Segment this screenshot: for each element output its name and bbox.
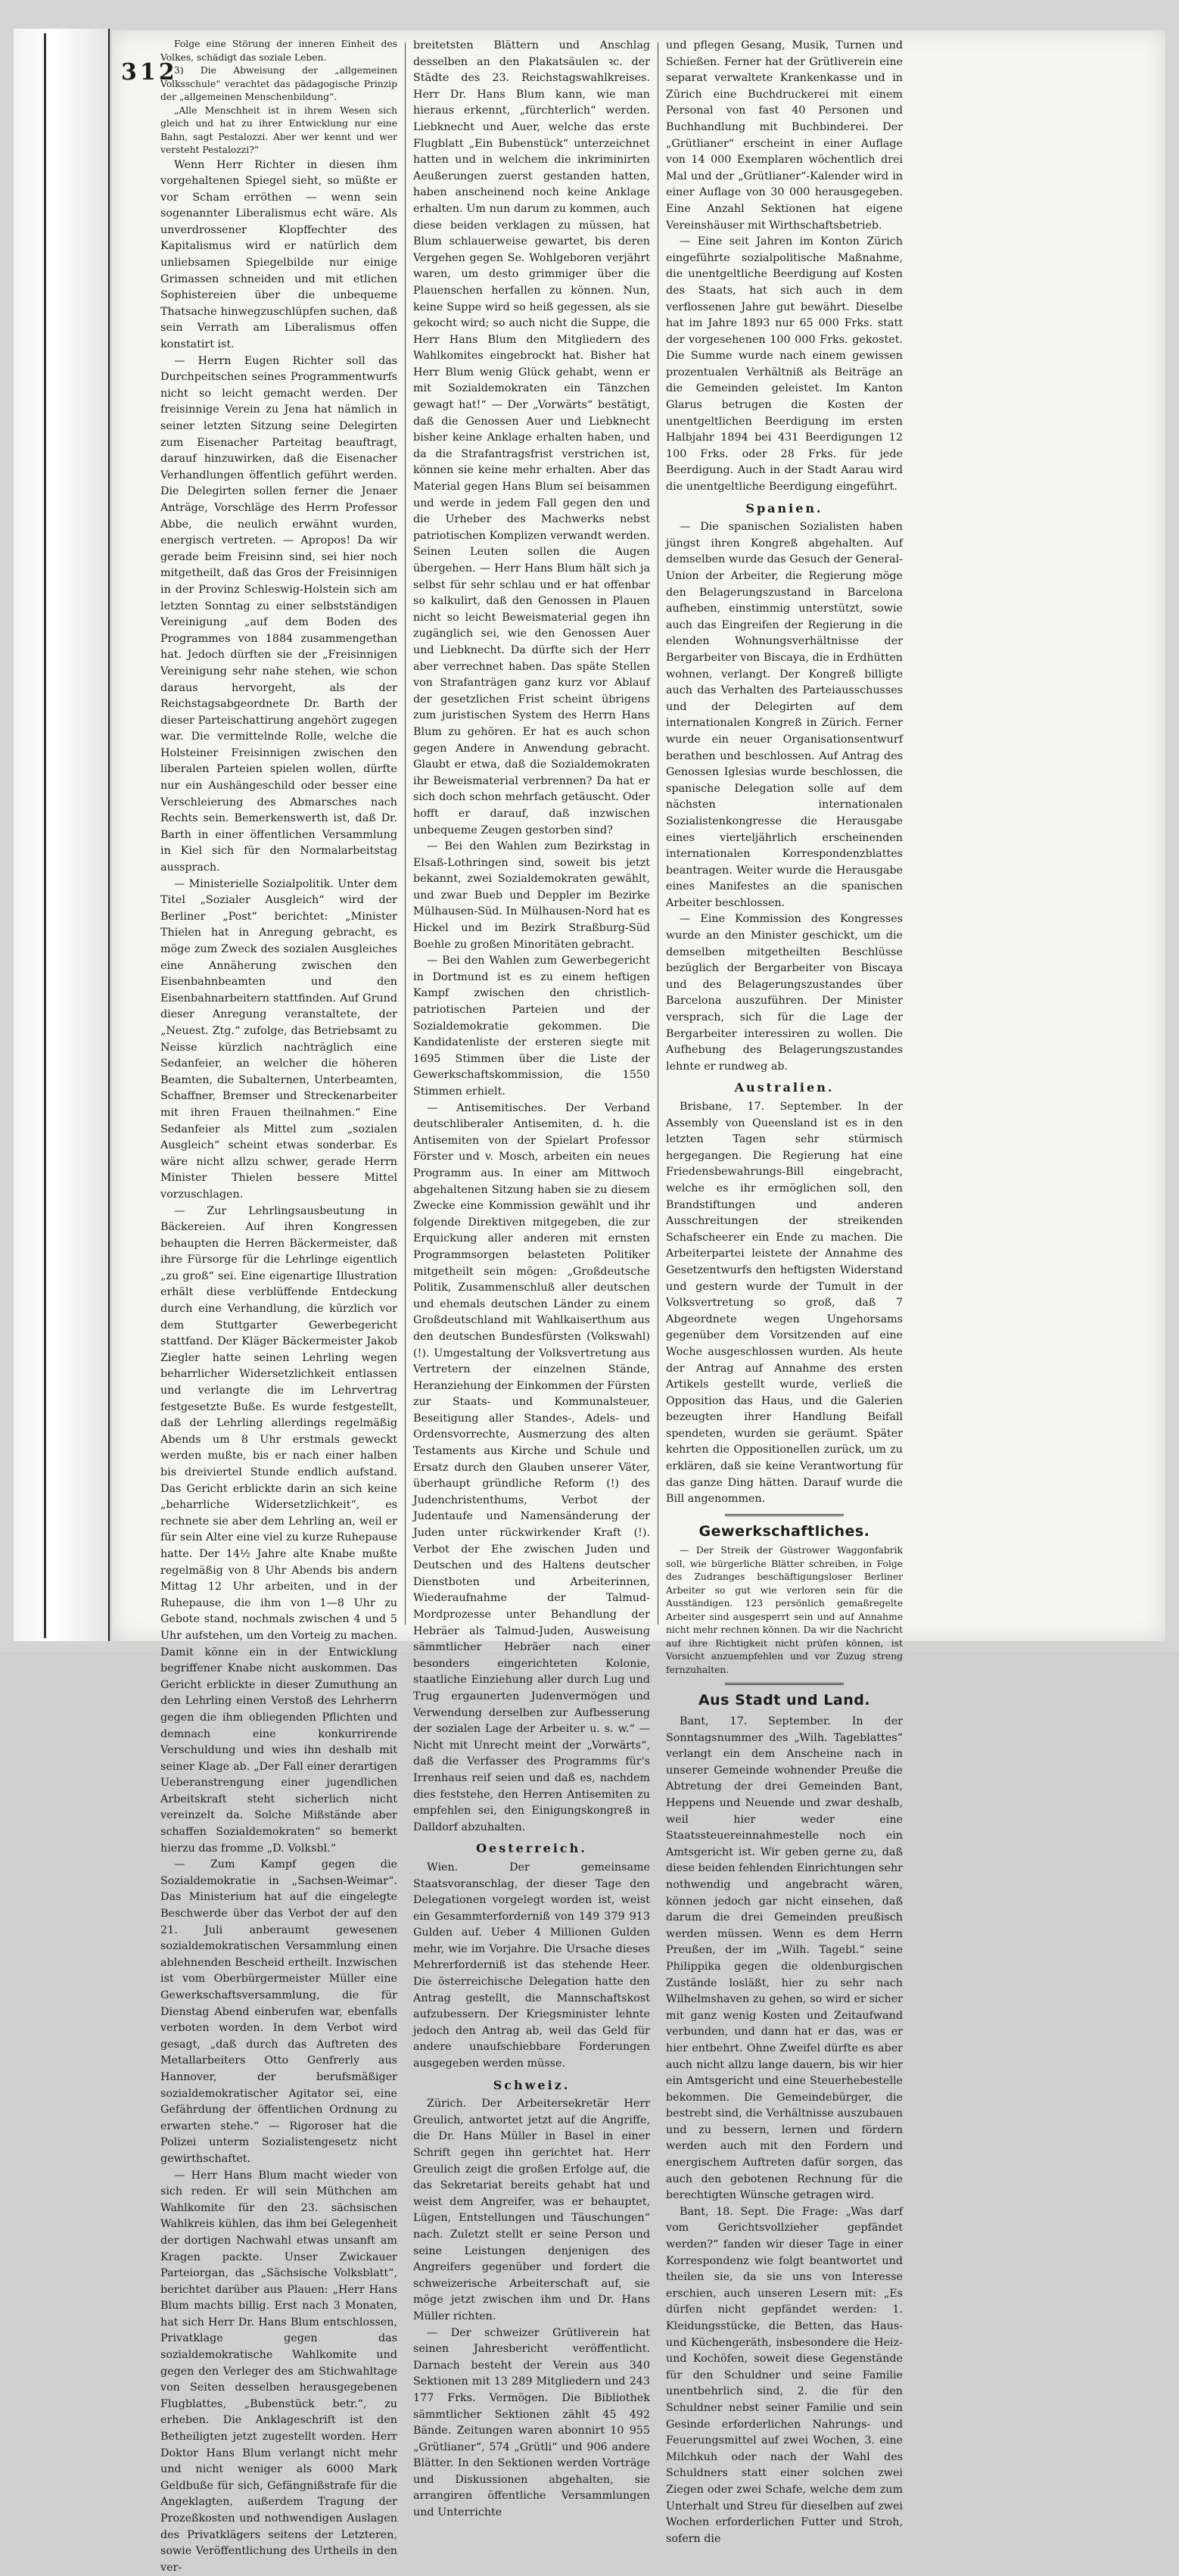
article-paragraph: Wien. Der gemeinsame Staatsvoranschlag, der dieser Tage den Delegationen vorgelegt worden ist, weist ein Gesammterforderniß von 149 379 913 Gulden auf. Ueber 4 Millionen Gulden mehr, wie im Vorjahre. Die Ursache dieses Mehrerforderniß ist das stehende Heer. Die österreichische Delegation hatte den Antrag gestellt, die Mannschaftskost aufzubessern. Der Kriegsminister lehnte jedoch den Antrag ab, weil das Geld für andere unaufschiebbare Forderungen ausgegeben werden müsse. [413, 1861, 650, 2070]
article-paragraph: und pflegen Gesang, Musik, Turnen und Schießen. Ferner hat der Grütliverein eine separat verwaltete Krankenkasse und in Zürich eine Buchdruckerei mit einem Personal von fast 40 Personen und Buchhandlung mit Buchbinderei. Der „Grütlianer“ erscheint in einer Auflage von 14 000 Exemplaren wöchentlich drei Mal und der „Grütlianer“-Kalender wird in einer Auflage von 30 000 herausgegeben. Eine Anzahl Sektionen hat eigene Vereinshäuser mit Wirthschaftsbetrieb. [666, 39, 903, 232]
article-paragraph: — Zum Kampf gegen die Sozialdemokratie in „Sachsen-Weimar“. Das Ministerium hat auf die eingelegte Beschwerde über das Verbot der auf den 21. Juli anberaumt gewesenen sozialdemokratischen Versammlung einen ablehnenden Bescheid ertheilt. Inzwischen ist vom Oberbürgermeister Müller eine Gewerkschaftsversammlung, die für Dienstag Abend einberufen war, ebenfalls verboten worden. In dem Verbot wird gesagt, „daß durch das Auftreten des Metallarbeiters Otto Genfrerly aus Hannover, der berufsmäßiger sozialdemokratischer Agitator sei, eine Gefährdung der öffentlichen Ordnung zu erwarten stehe.“ — Rigoroser hat die Polizei unterm Sozialistengesetz nicht gewirthschaftet. [160, 1858, 397, 2165]
section-heading: Oesterreich. [476, 1841, 587, 1856]
article-paragraph: „Alle Menschheit ist in ihrem Wesen sich gleich und hat zu ihrer Entwicklung nur eine Bahn, sagt Pestalozzi. Aber wer kennt und wer versteht Pestalozzi?“ [160, 104, 397, 155]
article-paragraph: — Eine seit Jahren im Konton Zürich eingeführte sozialpolitische Maßnahme, die unentgeltliche Beerdigung auf Kosten des Staats, hat sich auch in dem verflossenen Jahre gut bewährt. Dieselbe hat im Jahre 1893 nur 65 000 Frks. statt der vorgesehenen 100 000 Frks. gekostet. Die Summe wurde nach einem gewissen prozentualen Verhältniß als Beiträge an die Gemeinden geleistet. Im Kanton Glarus betrugen die Kosten der unentgeltlichen Beerdigung im ersten Halbjahr 1894 bei 431 Beerdigungen 12 100 Frks. oder 28 Frks. für jede Beerdigung. Auch in der Stadt Aarau wird die unentgeltliche Beerdigung eingeführt. [666, 235, 903, 494]
spine-edge [44, 33, 46, 1638]
column-1 [156, 38, 402, 2574]
article-paragraph: Brisbane, 17. September. In der Assembly von Queensland ist es in den letzten Tagen sehr stürmisch hergegangen. Die Regierung hat eine Friedensbewahrungs-Bill eingebracht, welche es ihr ermöglichen soll, den Brandstiftungen und anderen Ausschreitungen der streikenden Schafscheerer ein Ende zu machen. Die Arbeiterpartei leistete der Annahme des Gesetzentwurfs den heftigsten Widerstand und gestern wurde der Tumult in der Volksvertretung so groß, daß 7 Abgeordnete wegen Ungehorsams gegenüber dem Vorsitzenden auf eine Woche ausgeschlossen wurden. Als heute der Antrag auf Annahme des ersten Artikels gestellt wurde, verließ die Opposition das Haus, und die Galerien bezeugten ihrer Handlung Beifall spendeten, wurden sie geräumt. Später kehrten die Oppositionellen zurück, um zu erklären, daß sie keine Verantwortung für das ganze Ding hätten. Darauf wurde die Bill angenommen. [666, 1101, 903, 1506]
article-paragraph: — Antisemitisches. Der Verband deutschliberaler Antisemiten, d. h. die Antisemiten von der Spielart Professor Förster und v. Mosch, arbeiten ein neues Programm aus. In einer am Mittwoch abgehaltenen Sitzung haben sie zu diesem Zwecke eine Kommission gewählt und ihr folgende Direktiven mitgegeben, die zur Erquickung aller anderen mit ernsten Programmsorgen belasteten Politiker mitgetheilt sein mögen: „Großdeutsche Politik, Zusammenschluß aller deutschen und ehemals deutschen Länder zu einem Großdeutschland mit Wahlkaiserthum aus den deutschen Bundesfürsten (Volkswahl) (!). Umgestaltung der Volksvertretung aus Vertretern der einzelnen Stände, Heranziehung der Einkommen der Fürsten zur Staats- und Kommunalsteuer, Beseitigung aller Standes-, Adels- und Ordensvorrechte, Ausmerzung des alten Testaments aus Kirche und Schule und Ersatz durch den Glauben unserer Väter, überhaupt gründliche Reform (!) des Judenchristenthums, Verbot der Judentaufe und Namensänderung der Juden unter rückwirkender Kraft (!). Verbot der Ehe zwischen Juden und Deutschen und des Haltens deutscher Dienstboten und Arbeiterinnen, Wiederaufnahme der Talmud-Mordprozesse unter Behandlung der Hebräer als Talmud-Juden, Ausweisung sämmtlicher Hebräer nach einer besonders eingerichteten Kolonie, staatliche Einziehung aller durch Lug und Trug ergaunerten Judenvermögen und Verwendung derselben zur Aufbesserung der sozialen Lage der Arbeiter u. s. w.“ — Nicht mit Unrecht meint der „Vorwärts“, daß die Verfasser des Programms für's Irrenhaus reif seien und daß es, nachdem dies feststehe, den Herren Antisemiten zu empfehlen sei, den Einigungskongreß in Dalldorf abzuhalten. [413, 1101, 650, 1833]
article-paragraph: — Der Streik der Güstrower Waggonfabrik soll, wie bürgerliche Blätter schreiben, in Folge des Zudranges beschäftigungsloser Berliner Arbeiter so gut wie verloren sein für die Ausständigen. 123 persönlich gemaßregelte Arbeiter sind ausgesperrt sein und auf Annahme nicht mehr rechnen können. Da wir die Nachricht auf ihre Richtigkeit nicht prüfen können, ist Vorsicht anzuempfehlen und vor Zuzug streng fernzuhalten. [666, 1545, 903, 1675]
article-paragraph: — Bei den Wahlen zum Gewerbegericht in Dortmund ist es zu einem heftigen Kampf zwischen den christlich-patriotischen Parteien und der Sozialdemokratie gekommen. Die Kandidatenliste der ersteren siegte mit 1695 Stimmen über die Liste der Gewerkschaftskommission, die 1550 Stimmen erhielt. [413, 955, 650, 1098]
section-heading: Aus Stadt und Land. [698, 1692, 871, 1709]
article-paragraph: — Herr Hans Blum macht wieder von sich reden. Er will sein Müthchen am Wahlkomite für den 23. sächsischen Wahlkreis kühlen, das ihm bei Gelegenheit der dortigen Nachwahl etwas unsanft am Kragen packte. Unser Zwickauer Parteiorgan, das „Sächsische Volksblatt“, berichtet darüber aus Plauen: „Herr Hans Blum machts billig. Erst nach 3 Monaten, hat sich Herr Dr. Hans Blum entschlossen, Privatklage gegen das sozialdemokratische Wahlkomite und gegen den Verleger des am Stichwahltage von Seiten desselben herausgegebenen Flugblattes, „Bubenstück betr.“, zu erheben. Die Anklageschrift ist den Betheiligten jetzt zugestellt worden. Herr Doktor Hans Blum verlangt nicht mehr und nicht weniger als 6000 Mark Geldbuße für sich, Gefängnißstrafe für die Angeklagten, außerdem Tragung der Prozeßkosten und nothwendigen Auslagen des Privatklägers seitens der Letzteren, sowie Veröffentlichung des Urtheils in den ver- [160, 2169, 397, 2574]
article-paragraph: — Der schweizer Grütliverein hat seinen Jahresbericht veröffentlicht. Darnach besteht der Verein aus 340 Sektionen mit 13 289 Mitgliedern und 243 177 Frks. Vermögen. Die Bibliothek sämmtlicher Sektionen zählt 45 492 Bände. Zeitungen waren abonnirt 10 955 „Grütlianer“, 574 „Grütli“ und 906 andere Blätter. In den Sektionen werden Vorträge und Diskussionen abgehalten, sie arrangiren öffentliche Versammlungen und Unterrichte [413, 2326, 650, 2519]
section-divider [725, 1683, 844, 1685]
article-paragraph: — Herrn Eugen Richter soll das Durchpeitschen seines Programmentwurfs nicht so leicht gemacht werden. Der freisinnige Verein zu Jena hat nämlich in seiner letzten Sitzung seine Delegirten zum Eisenacher Parteitag beauftragt, darauf hinzuwirken, daß die Eisenacher Verhandlungen öffentlich geführt werden. Die Delegirten sollen ferner die Jenaer Anträge, Vorschläge des Herrn Professor Abbe, die neulich erwähnt wurden, energisch vertreten. — Apropos! Da wir gerade beim Freisinn sind, sei hier noch mitgetheilt, daß das Gros der Freisinnigen in der Provinz Schleswig-Holstein sich am letzten Sonntag zu einer selbstständigen Vereinigung „auf dem Boden des Programmes von 1884 zusammengethan hat. Jedoch dürften sie der „Freisinnigen Vereinigung sehr nahe stehen, wie schon daraus hervorgeht, als der Reichstagsabgeordnete Dr. Barth der dieser Parteischattirung angehört zugegen war. Die vermittelnde Rolle, welche die Holsteiner Freisinnigen zwischen den liberalen Parteien spielen wollen, dürfte nur ein Aushängeschild oder besser eine Verschleierung des Abmarsches nach Rechts sein. Bemerkenswerth ist, daß Dr. Barth in einer öffentlichen Versammlung in Kiel sich für den Normalarbeitstag aussprach. [160, 354, 397, 874]
article-paragraph: — Die spanischen Sozialisten haben jüngst ihren Kongreß abgehalten. Auf demselben wurde das Gesuch der General-Union der Arbeiter, die Regierung möge den Belagerungszustand in Barcelona aufheben, einstimmig unterstützt, sowie auch das Eingreifen der Regierung in die elenden Wohnungsverhältnisse der Bergarbeiter von Biscaya, die in Erdhütten wohnen, verlangt. Der Kongreß billigte auch das Verhalten des Parteiausschusses und der Delegirten auf dem internationalen Kongreß in Zürich. Ferner wurde ein neuer Organisationsentwurf berathen und beschlossen. Auf Antrag des Genossen Iglesias wurde beschlossen, die spanische Delegation solle auf dem nächsten internationalen Sozialistenkongresse die Herausgabe eines vierteljährlich erscheinenden internationalen Korrespondenzblattes beantragen. Weiter wurde die Herausgabe eines Manifestes an die spanischen Arbeiter beschlossen. [666, 521, 903, 909]
article-paragraph: — Ministerielle Sozialpolitik. Unter dem Titel „Sozialer Ausgleich“ wird der Berliner „Post“ berichtet: „Minister Thielen hat in Anregung gebracht, es möge zum Zweck des sozialen Ausgleiches eine Annäherung zwischen den Eisenbahnbeamten und den Eisenbahnarbeitern stattfinden. Auf Grund dieser Anregung veranstaltete, der „Neuest. Ztg.“ zufolge, das Betriebsamt zu Neisse kürzlich nachträglich eine Sedanfeier, an welcher die höheren Beamten, die Subalternen, Unterbeamten, Schaffner, Bremser und Streckenarbeiter mit ihren Frauen theilnahmen.“ Eine Sedanfeier als Mittel zum „sozialen Ausgleich“ scheint etwas sonderbar. Es wäre nicht allzu schwer, gerade Herrn Minister Thielen bessere Mittel vorzuschlagen. [160, 877, 397, 1201]
article-paragraph: Bant, 18. Sept. Die Frage: „Was darf vom Gerichtsvollzieher gepfändet werden?“ fanden wir dieser Tage in einer Korrespondenz wie folgt beantwortet und theilen sie, da sie uns von Interesse erschien, auch unseren Lesern mit: „Es dürfen nicht gepfändet werden: 1. Kleidungsstücke, die Betten, das Haus- und Küchengeräth, insbesondere die Heiz- und Kochöfen, soweit diese Gegenstände für den Schuldner und seine Familie unentbehrlich sind, 2. die für den Schuldner nebst seiner Familie und sein Gesinde erforderlichen Nahrungs- und Feuerungsmittel auf zwei Wochen, 3. eine Milchkuh oder nach der Wahl des Schuldners statt einer solchen zwei Ziegen oder zwei Schafe, welche dem zum Unterhalt und Streu für dieselben auf zwei Wochen erforderlichen Futter und Stroh, sofern die [666, 2205, 903, 2545]
section-heading: Australien. [734, 1080, 835, 1095]
column-rule [405, 42, 406, 1624]
section-heading: Gewerkschaftliches. [698, 1522, 870, 1540]
section-divider [725, 1514, 844, 1516]
article-paragraph: Folge eine Störung der inneren Einheit des Volkes, schädigt das soziale Leben. [160, 39, 397, 63]
article-paragraph: — Eine Kommission des Kongresses wurde an den Minister geschickt, um die demselben mitgetheilten Beschlüsse bezüglich der Bergarbeiter von Biscaya und des Belagerungszustandes über Barcelona auszuführen. Der Minister versprach, sich für die Lage der Bergarbeiter interessiren zu wollen. Die Aufhebung des Belagerungszustandes lehnte er rundweg ab. [666, 913, 903, 1073]
article-paragraph: 3) Die Abweisung der „allgemeinen Volksschule“ verachtet das pädagogische Prinzip der „allgemeinen Menschenbildung“. [160, 65, 397, 102]
article-paragraph: Wenn Herr Richter in diesen ihm vorgehaltenen Spiegel sieht, so müßte er vor Scham erröthen — wenn sein sogenannter Liberalismus echt wäre. Als unverdrossener Klopffechter des Kapitalismus wird er natürlich dem unliebsamen Spiegelbilde nur einige Grimassen schneiden und mit etlichen Sophistereien über die unbequeme Thatsache hinwegzuschlüpfen suchen, daß sein Verrath am Liberalismus offen konstatirt ist. [160, 158, 397, 351]
article-paragraph: breitetsten Blättern und Anschlag desselben an den Plakatsäulen ꝛc. der Städte des 23. Reichstagswahlkreises. Herr Dr. Hans Blum kann, wie man hieraus erkennt, „fürchterlich“ werden. Liebknecht und Auer, welche das erste Flugblatt „Ein Bubenstück“ unterzeichnet hatten und in welchem die inkriminirten Aeußerungen zuerst gestanden hatten, haben anscheinend noch keine Anklage erhalten. Um nun darum zu kommen, auch diese beiden verklagen zu müssen, hat Blum schlauerweise gewartet, bis deren Vergehen gegen Se. Wohlgeboren verjährt waren, um desto grimmiger über die Plauenschen herfallen zu können. Nun, keine Suppe wird so heiß gegessen, als sie gekocht wird; so auch nicht die Suppe, die Herr Hans Blum den Mitgliedern des Wahlkomites eingebrockt hat. Bisher hat Herr Blum wenig Glück gehabt, wenn er mit Sozialdemokraten ein Tänzchen gewagt hat!“ — Der „Vorwärts“ bestätigt, daß die Genossen Auer und Liebknecht bisher keine Anklage erhalten haben, und da die Strafantragsfrist verstrichen ist, können sie keine mehr erhalten. Aber das Material gegen Hans Blum sei beisammen und werde in jedem Fall gegen den und die Urheber des Machwerks nebst patriotischen Komplizen verwandt werden. Seinen Leuten sollen die Augen übergehen. — Herr Hans Blum hält sich ja selbst für sehr schlau und er hat offenbar so kalkulirt, daß den Genossen in Plauen nicht so leicht Beweismaterial gegen ihn zugänglich sei, wie den Genossen Auer und Liebknecht. Da dürfte sich der Herr aber verrechnet haben. Das späte Stellen von Strafanträgen ganz kurz vor Ablauf der gesetzlichen Frist scheint übrigens zum juristischen System des Herrn Hans Blum zu gehören. Er hat es auch schon gegen Andere in Anwendung gebracht. Glaubt er etwa, daß die Sozialdemokraten ihr Beweismaterial verbrennen? Da hat er sich doch schon mehrfach getäuscht. Oder hofft er darauf, daß inzwischen unbequeme Zeugen gestorben sind? [413, 39, 650, 836]
columns [156, 38, 1153, 2574]
article-paragraph: Bant, 17. September. In der Sonntagsnummer des „Wilh. Tageblattes“ verlangt ein dem Anscheine nach in unserer Gemeinde wohnender Preuße die Abtretung der drei Gemeinden Bant, Heppens und Neuende und zwar deshalb, weil hier weder eine Staatssteuereinnahmestelle noch ein Amtsgericht ist. Wir geben gerne zu, daß diese beiden fehlenden Einrichtungen sehr nothwendig und angebracht wären, können jedoch gar nicht einsehen, daß darum die drei Gemeinden preußisch werden müssen. Wenn es dem Herrn Preußen, der im „Wilh. Tagebl.“ seine Philippika gegen die oldenburgischen Zustände losläßt, hier zu sehr nach Wilhelmshaven zu gehen, so wird er sicher mit ganz wenig Kosten und Zeitaufwand verbunden, und dann hat er das, was er hier entbehrt. Ohne Zweifel dürfte es aber auch nicht allzu lange dauern, bis wir hier ein Amtsgericht und eine Steuerhebestelle bekommen. Die Gemeindebürger, die bestrebt sind, die Verhältnisse auszubauen und zu bessern, lernen und fördern werden auch mit den Fordern und energischem Auftreten dafür sorgen, das auch den gebotenen Rechnung für die berechtigten Wünsche getragen wird. [666, 1715, 903, 2202]
article-paragraph: — Bei den Wahlen zum Bezirkstag in Elsaß-Lothringen sind, soweit bis jetzt bekannt, zwei Sozialdemokraten gewählt, und zwar Bueb und Deppler im Bezirke Mülhausen-Süd. In Mülhausen-Nord hat es Hickel und im Bezirk Straßburg-Süd Boehle zu großen Minoritäten gebracht. [413, 840, 650, 951]
section-heading: Schweiz. [493, 2077, 571, 2092]
column-2 [409, 38, 655, 2519]
article-paragraph: Zürich. Der Arbeitersekretär Herr Greulich, antwortet jetzt auf die Angriffe, die Dr. Hans Müller in Basel in einer Schrift gegen ihn gerichtet hat. Herr Greulich zeigt die großen Erfolge auf, die das Sekretariat bereits gehabt hat und weist dem Angreifer, was er behauptet, Lügen, Entstellungen und Täuschungen“ nach. Zuletzt stellt er seine Person und seine Leistungen denjenigen des Angreifers gegenüber und fordert die schweizerische Arbeiterschaft auf, sie möge jetzt zwischen ihm und Dr. Hans Müller richten. [413, 2098, 650, 2322]
section-heading: Spanien. [745, 500, 823, 516]
page-number: 312 [121, 59, 178, 86]
book-spine [14, 29, 110, 1641]
article-paragraph: — Zur Lehrlingsausbeutung in Bäckereien. Auf ihren Kongressen behaupten die Herren Bäckermeister, daß ihre Fürsorge für die Lehrlinge eigentlich „zu groß“ sei. Eine eigenartige Illustration erhält diese verblüffende Entdeckung durch eine Verhandlung, die kürzlich vor dem Stuttgarter Gewerbegericht stattfand. Der Kläger Bäckermeister Jakob Ziegler hatte seinen Lehrling wegen beharrlicher Widersetzlichkeit entlassen und verlangte die im Lehrvertrag festgesetzte Buße. Es wurde festgestellt, daß der Lehrling allerdings regelmäßig Abends um 8 Uhr erstmals geweckt werden mußte, bis er nach einer halben bis dreiviertel Stunde endlich aufstand. Das Gericht erblickte darin an sich keine „beharrliche Widersetzlichkeit“, es rechnete sie aber dem Lehrling an, weil er für sein Alter eine viel zu kurze Ruhepause hatte. Der 14½ Jahre alte Knabe mußte regelmäßig von 8 Uhr Abends bis andern Mittag 12 Uhr arbeiten, und in der Ruhepause, die ihm von 1—8 Uhr zu Gebote stand, nochmals zwischen 4 und 5 Uhr aufstehen, um den Vorteig zu machen. Damit könne ein in der Entwicklung begriffener Knabe nicht auskommen. Das Gericht erblickte in dieser Zumuthung an den Lehrling einen Verstoß des Lehrherrn gegen die ihm obliegenden Pflichten und demnach eine konkurrirende Verschuldung und wies ihn deshalb mit seiner Klage ab. „Der Fall einer derartigen Ueberanstrengung einer jugendlichen Arbeitskraft steht sicherlich nicht vereinzelt da. Solche Mißstände aber schaffen Sozialdemokraten“ so bemerkt hierzu das fromme „D. Volksbl.“ [160, 1204, 397, 1855]
column-3 [661, 38, 907, 2545]
